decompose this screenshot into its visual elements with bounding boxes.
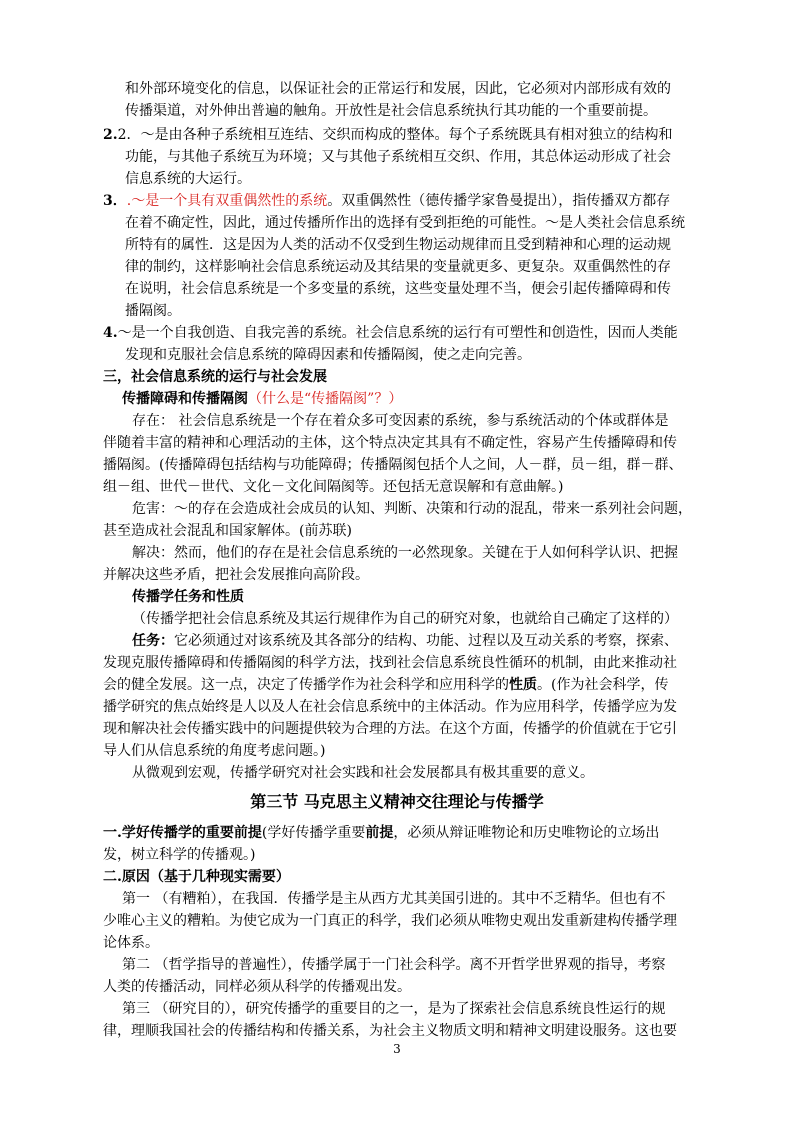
section-title: 第三节 马克思主义精神交往理论与传播学 [250, 792, 544, 811]
text-line: 存在： 社会信息系统是一个存在着众多可变因素的系统，参与系统活动的个体或群体是 [132, 413, 669, 429]
text-line: 发现和克服社会信息系统的障碍因素和传播隔阂，使之走向完善。 [125, 347, 531, 363]
text-segment: (学好传播学重要 [261, 825, 366, 841]
text-line: 播学研究的焦点始终是人以及人在社会信息系统中的主体活动。作为应用科学，传播学应为发 [103, 699, 677, 715]
list-item-4 [103, 322, 678, 344]
text-line: 并解决这些矛盾，把社会发展推向高阶段。 [103, 567, 369, 583]
text-line: 发现克服传播障碍和传播隔阂的科学方法，找到社会信息系统良性循环的机制，由此来推动社 [103, 655, 677, 671]
highlight-text: （什么是“传播隔阂”？） [248, 391, 403, 407]
text-segment: ，必须从辩证唯物论和历史唯物论的立场出 [393, 825, 660, 841]
text-line: 危害：～的存在会造成社会成员的认知、判断、决策和行动的混乱，带来一系列社会问题， [132, 501, 692, 517]
text-line: 第二 （哲学指导的普遍性），传播学属于一门社会科学。离不开哲学世界观的指导，考察 [122, 957, 666, 973]
list-item-2 [103, 124, 673, 146]
text-line: 功能，与其他子系统互为环境；又与其他子系统相互交织、作用，其总体运动形成了社会 [125, 149, 671, 165]
list-number: 4. [103, 325, 118, 341]
text-line: 在着不确定性，因此，通过传播所作出的选择有受到拒绝的可能性。～是人类社会信息系统 [125, 215, 685, 231]
text-segment: 。(作为社会科学，传 [537, 677, 669, 693]
text-line: 在说明，社会信息系统是一个多变量的系统，这些变量处理不当，便会引起传播障碍和传 [125, 281, 671, 297]
text-line: 人类的传播活动，同样必须从科学的传播观出发。 [103, 979, 411, 995]
text-line: 发，树立科学的传播观。) [103, 847, 256, 863]
text-line: 从微观到宏观，传播学研究对社会实践和社会发展都具有极其重要的意义。 [132, 765, 594, 781]
text-line: 导人们从信息系统的角度考虑问题。) [103, 743, 326, 759]
text-line: 解决：然而，他们的存在是社会信息系统的一必然现象。关键在于人如何科学认识、把握 [132, 545, 678, 561]
text-line: 伴随着丰富的精神和心理活动的主体，这个特点决定其具有不确定性，容易产生传播障碍和传 [103, 435, 677, 451]
text-line [132, 630, 678, 652]
highlight-text: .～是一个具有双重偶然性的系统 [126, 193, 328, 209]
section-heading: 二.原因（基于几种现实需要） [103, 869, 290, 885]
bold-term: 前提 [365, 825, 394, 841]
text-line: 信息系统的大运行。 [125, 171, 251, 187]
text-line: 和外部环境变化的信息，以保证社会的正常运行和发展，因此，它必须对内部形成有效的 [125, 81, 671, 97]
text-line: 律，理顺我国社会的传播结构和传播关系，为社会主义物质文明和精神文明建设服务。这也要 [103, 1023, 677, 1039]
list-number: 2. [103, 127, 118, 143]
subheading-text: 传播障碍和传播隔阂 [122, 391, 248, 407]
list-number: 3． [103, 193, 127, 209]
text-line: 传播渠道，对外伸出普遍的触角。开放性是社会信息系统执行其功能的一个重要前提。 [125, 103, 657, 119]
text-line: （传播学把社会信息系统及其运行规律作为自己的研究对象，也就给自己确定了这样的） [132, 611, 678, 627]
bold-heading: 一.学好传播学的重要前提 [103, 825, 262, 841]
text-line: 现和解决社会传播实践中的问题提供较为合理的方法。在这个方面，传播学的价值就在于它引 [103, 721, 677, 737]
text-line: 律的制约，这样影响社会信息系统运动及其结果的变量就更多、更复杂。双重偶然性的存 [125, 259, 671, 275]
text-line: 论体系。 [103, 935, 159, 951]
subheading: 传播学任务和性质 [132, 589, 244, 605]
text-line: 播隔阂。(传播障碍包括结构与功能障碍；传播隔阂包括个人之间，人－群，员－组，群－群、 [103, 457, 683, 473]
text-line [103, 674, 668, 696]
text-line: 所特有的属性．这是因为人类的活动不仅受到生物运动规律而且受到精神和心理的运动规 [125, 237, 671, 253]
text-line: 组－组、世代－世代、文化－文化间隔阂等。还包括无意误解和有意曲解。) [103, 479, 564, 495]
text-line [103, 822, 659, 844]
text-line: 第三 （研究目的），研究传播学的重要目的之一，是为了探索社会信息系统良性运行的规 [122, 1001, 666, 1017]
text-line: 甚至造成社会混乱和国家解体。(前苏联) [103, 523, 352, 539]
text-line: 少唯心主义的糟粕。为使它成为一门真正的科学，我们必须从唯物史观出发重新建构传播学理 [103, 913, 677, 929]
text-line: 第一 （有糟粕），在我国．传播学是主从西方尤其美国引进的。其中不乏精华。但也有不 [122, 891, 666, 907]
text-line: 。双重偶然性（德传播学家鲁曼提出），指传播双方都存 [327, 193, 671, 209]
list-item-3 [103, 190, 670, 212]
text-line-body: 它必须通过对该系统及其各部分的结构、功能、过程以及互动关系的考察，探索、 [174, 633, 678, 649]
text-line: ～是一个自我创造、自我完善的系统。社会信息系统的运行有可塑性和创造性，因而人类能 [117, 325, 678, 341]
subheading [122, 388, 402, 410]
text-line: 2．～是由各种子系统相互连结、交织而构成的整体。每个子系统既具有相对独立的结构和 [117, 127, 673, 143]
text-segment: 会的健全发展。这一点，决定了传播学作为社会科学和应用科学的 [103, 677, 509, 693]
bold-term: 性质 [509, 677, 537, 693]
section-heading: 三，社会信息系统的运行与社会发展 [103, 369, 327, 385]
text-line: 播隔阂。 [125, 303, 181, 319]
page-number: 3 [393, 1042, 401, 1056]
label-task: 任务： [132, 633, 174, 649]
